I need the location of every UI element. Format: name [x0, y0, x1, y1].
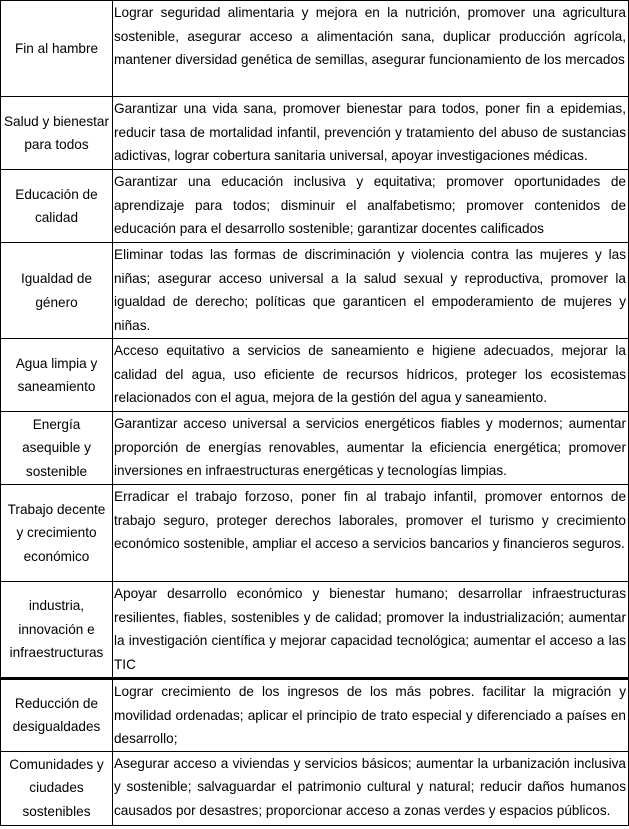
- table-row: [1, 170, 629, 243]
- table-row: [1, 582, 629, 679]
- goal-cell: Energía asequible y sostenible: [1, 412, 113, 485]
- goal-cell: Trabajo decente y crecimiento económico: [1, 485, 113, 582]
- description-cell: Acceso equitativo a servicios de saneamiento e higiene adecuados, mejorar la calidad del agua, uso eficiente de recursos hídricos, proteger los ecosistemas relacionados con el agua, mejora de la gestión del agua y saneamiento.: [113, 339, 629, 412]
- description-cell: Lograr seguridad alimentaria y mejora en la nutrición, promover una agricultura sostenible, asegurar acceso a alimentación sana, duplicar producción agrícola, mantener diversidad genética de semillas, asegurar funcionamiento de los mercados: [113, 1, 629, 97]
- table-row: [1, 679, 629, 752]
- goal-cell: Agua limpia y saneamiento: [1, 339, 113, 412]
- goal-cell: Igualdad de género: [1, 243, 113, 339]
- table-row: [1, 97, 629, 170]
- goal-cell: industria, innovación e infraestructuras: [1, 582, 113, 679]
- description-cell: Garantizar una educación inclusiva y equitativa; promover oportunidades de aprendizaje para todos; disminuir el analfabetismo; promover contenidos de educación para el desarrollo sostenible; garantizar docentes calificados: [113, 170, 629, 243]
- table-row: [1, 751, 629, 825]
- goal-cell: Salud y bienestar para todos: [1, 97, 113, 170]
- description-cell: Garantizar una vida sana, promover bienestar para todos, poner fin a epidemias, reducir tasa de mortalidad infantil, prevención y tratamiento del abuso de sustancias adictivas, lograr cobertura sanitaria universal, apoyar investigaciones médicas.: [113, 97, 629, 170]
- description-cell: Erradicar el trabajo forzoso, poner fin al trabajo infantil, promover entornos de trabajo seguro, proteger derechos laborales, promover el turismo y crecimiento económico sostenible, ampliar el acceso a servicios bancarios y financieros seguros.: [113, 485, 629, 582]
- description-cell: Garantizar acceso universal a servicios energéticos fiables y modernos; aumentar proporción de energías renovables, aumentar la eficiencia energética; promover inversiones en infraestructuras energéticas y tecnologías limpias.: [113, 412, 629, 485]
- description-cell: Apoyar desarrollo económico y bienestar humano; desarrollar infraestructuras resilientes, fiables, sostenibles y de calidad; promover la industrialización; aumentar la investigación científica y mejorar capacidad tecnológica; aumentar el acceso a las TIC: [113, 582, 629, 679]
- goal-cell: Reducción de desigualdades: [1, 679, 113, 752]
- description-cell: Asegurar acceso a viviendas y servicios básicos; aumentar la urbanización inclusiva y sostenible; salvaguardar el patrimonio cultural y natural; reducir daños humanos causados por desastres; proporcionar acceso a zonas verdes y espacios públicos.: [113, 751, 629, 825]
- goal-cell: Comunidades y ciudades sostenibles: [1, 751, 113, 825]
- table-row: [1, 485, 629, 582]
- description-cell: Eliminar todas las formas de discriminación y violencia contra las mujeres y las niñas; asegurar acceso universal a la salud sexual y reproductiva, promover la igualdad de derecho; políticas que garanticen el empoderamiento de mujeres y niñas.: [113, 243, 629, 339]
- table-row: [1, 339, 629, 412]
- goal-cell: Educación de calidad: [1, 170, 113, 243]
- description-cell: Lograr crecimiento de los ingresos de los más pobres. facilitar la migración y movilidad ordenadas; aplicar el principio de trato especial y diferenciado a países en desarrollo;: [113, 679, 629, 752]
- table-row: [1, 412, 629, 485]
- table-row: [1, 1, 629, 97]
- table-row: [1, 243, 629, 339]
- goal-cell: Fin al hambre: [1, 1, 113, 97]
